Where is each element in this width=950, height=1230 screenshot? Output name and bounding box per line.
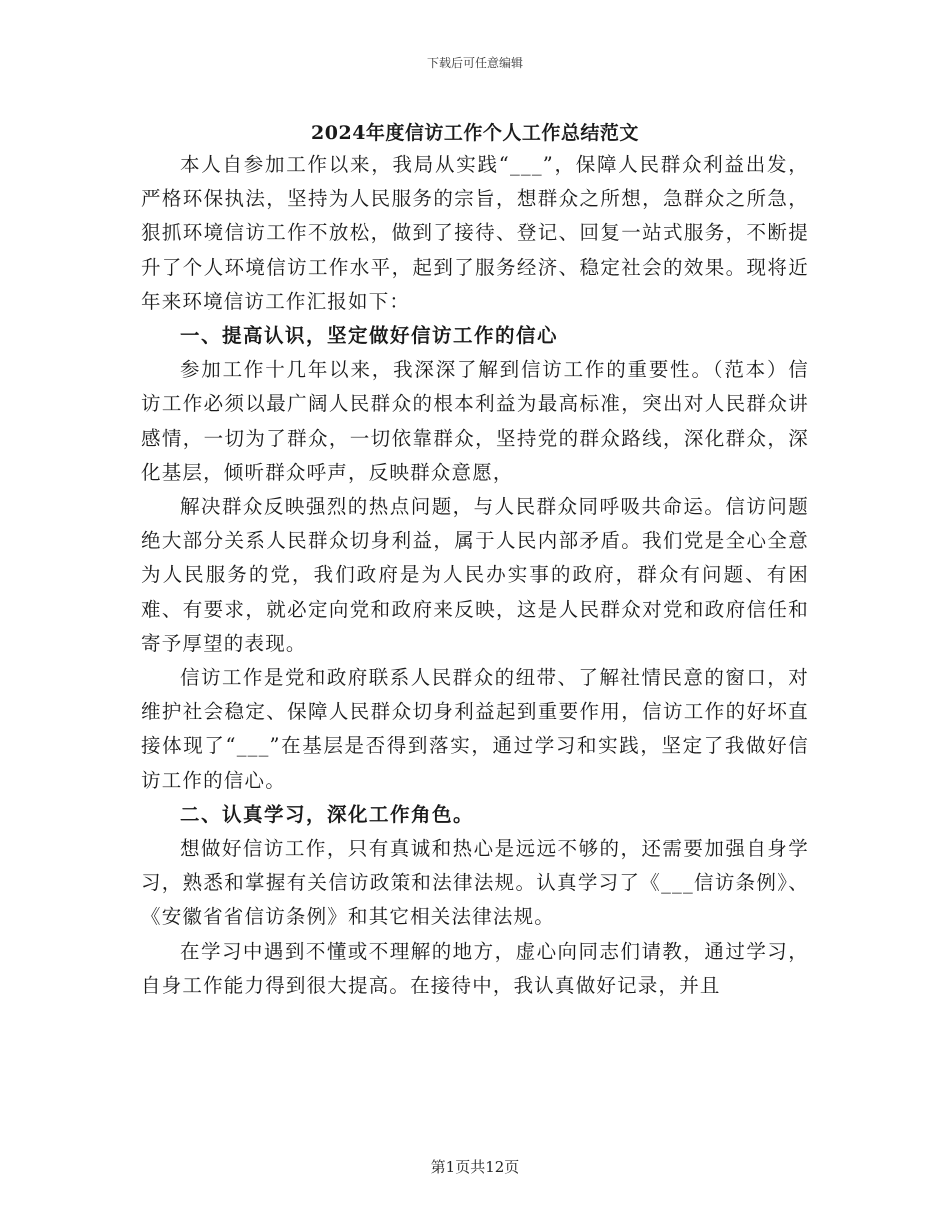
document-title: 2024年度信访工作个人工作总结范文 [311,122,639,144]
header-note: 下载后可任意编辑 [426,56,523,70]
document-body [141,148,809,1003]
section-heading-2: 二、认真学习，深化工作角色。 [180,802,475,826]
paragraph: 参加工作十几年以来，我深深了解到信访工作的重要性。（范本）信访工作必须以最广阔人民群众的根本利益为最高标准，突出对人民群众讲感情，一切为了群众，一切依靠群众，坚持党的群众路线，深化群众，深化基层，倾听群众呼声，反映群众意愿， [141,358,809,484]
paragraph: 在学习中遇到不懂或不理解的地方，虚心向同志们请教，通过学习，自身工作能力得到很大提高。在接待中，我认真做好记录，并且 [141,939,809,997]
page-number: 第1页共12页 [430,1158,520,1176]
paragraph: 想做好信访工作，只有真诚和热心是远远不够的，还需要加强自身学习，熟悉和掌握有关信访政策和法律法规。认真学习了《___信访条例》、《安徽省省信访条例》和其它相关法律法规。 [141,837,809,929]
section-heading-1: 一、提高认识，坚定做好信访工作的信心 [180,324,559,348]
paragraph: 解决群众反映强烈的热点问题，与人民群众同呼吸共命运。信访问题绝大部分关系人民群众切身利益，属于人民内部矛盾。我们党是全心全意为人民服务的党，我们政府是为人民办实事的政府，群众有问题、有困难、有要求，就必定向党和政府来反映，这是人民群众对党和政府信任和寄予厚望的表现。 [141,495,809,655]
paragraph: 信访工作是党和政府联系人民群众的纽带、了解社情民意的窗口，对维护社会稳定、保障人民群众切身利益起到重要作用，信访工作的好坏直接体现了“___”在基层是否得到落实，通过学习和实践，坚定了我做好信访工作的信心。 [141,666,809,792]
paragraph-intro: 本人自参加工作以来，我局从实践“___”，保障人民群众利益出发，严格环保执法，坚持为人民服务的宗旨，想群众之所想，急群众之所急，狠抓环境信访工作不放松，做到了接待、登记、回复一站式服务，不断提升了个人环境信访工作水平，起到了服务经济、稳定社会的效果。现将近年来环境信访工作汇报如下： [141,153,809,313]
